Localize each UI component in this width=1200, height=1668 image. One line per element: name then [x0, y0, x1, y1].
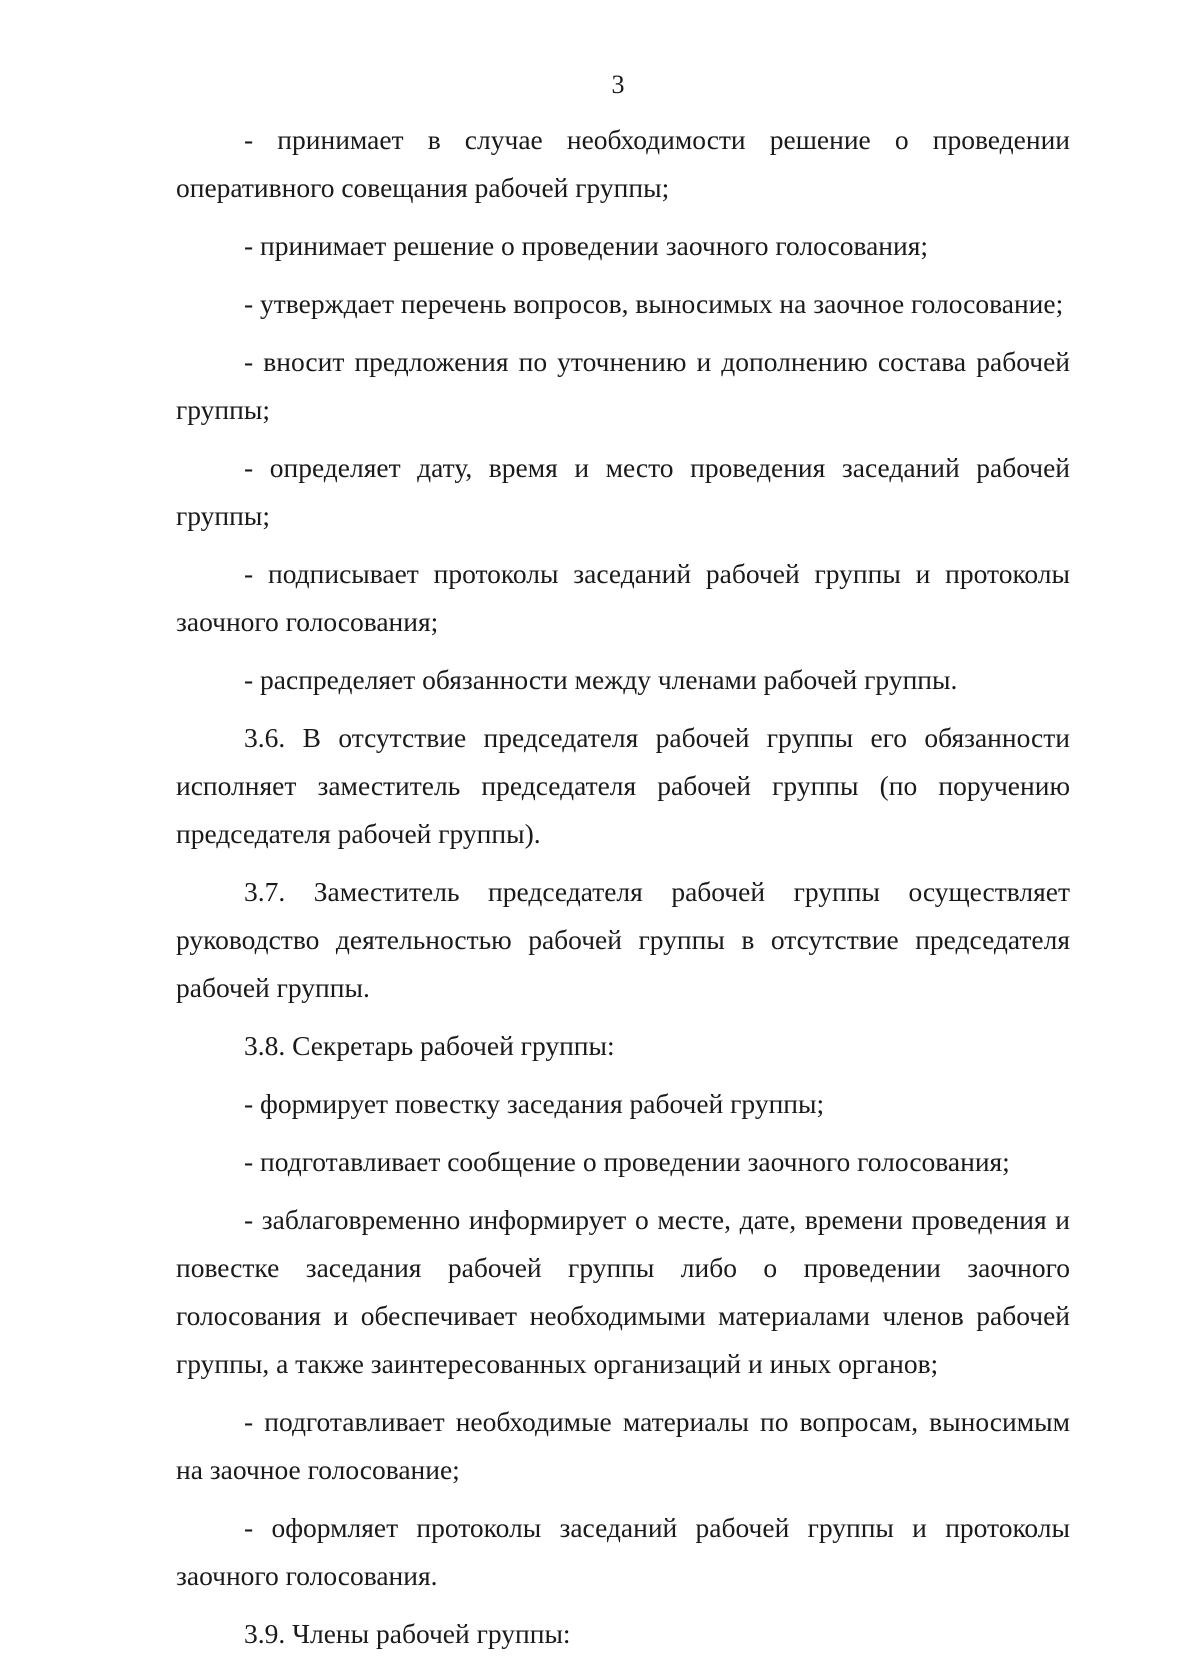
paragraph-chair-proposes-changes: - вносит предложения по уточнению и дополнению состава рабочей группы;	[176, 346, 1070, 425]
paragraph-chair-approves-questions: - утверждает перечень вопросов, выносимых на заочное голосование;	[244, 288, 1064, 319]
paragraph-chair-sets-date: - определяет дату, время и место проведения заседаний рабочей группы;	[176, 452, 1070, 531]
paragraph-secretary-informs: - заблаговременно информирует о месте, дате, времени проведения и повестке заседания рабочей группы либо о проведении заочного голосования и обеспечивает необходимыми материалами членов рабочей группы, а также заинтересованных организаций и иных органов;	[176, 1204, 1070, 1379]
document-body	[176, 116, 1070, 1668]
paragraph-secretary-vote-notice: - подготавливает сообщение о проведении заочного голосования;	[244, 1146, 1010, 1177]
paragraph-chair-decides-meeting: - принимает в случае необходимости решение о проведении оперативного совещания рабочей группы;	[176, 124, 1070, 203]
paragraph-clause-3-9: 3.9. Члены рабочей группы:	[244, 1618, 571, 1649]
paragraph-chair-signs-protocols: - подписывает протоколы заседаний рабочей группы и протоколы заочного голосования;	[176, 558, 1070, 637]
paragraph-chair-decides-vote: - принимает решение о проведении заочного голосования;	[244, 230, 929, 261]
paragraph-secretary-protocols: - оформляет протоколы заседаний рабочей группы и протоколы заочного голосования.	[176, 1512, 1070, 1591]
paragraph-clause-3-6: 3.6. В отсутствие председателя рабочей группы его обязанности исполняет заместитель председателя рабочей группы (по поручению председателя рабочей группы).	[176, 722, 1070, 849]
paragraph-chair-distributes-duties: - распределяет обязанности между членами рабочей группы.	[244, 664, 958, 695]
paragraph-secretary-materials: - подготавливает необходимые материалы по вопросам, выносимым на заочное голосование;	[176, 1406, 1070, 1485]
page-number: 3	[611, 70, 625, 99]
paragraph-clause-3-7: 3.7. Заместитель председателя рабочей группы осуществляет руководство деятельностью рабочей группы в отсутствие председателя рабочей группы.	[176, 876, 1070, 1003]
paragraph-secretary-agenda: - формирует повестку заседания рабочей группы;	[244, 1088, 825, 1119]
paragraph-clause-3-8: 3.8. Секретарь рабочей группы:	[244, 1030, 615, 1061]
